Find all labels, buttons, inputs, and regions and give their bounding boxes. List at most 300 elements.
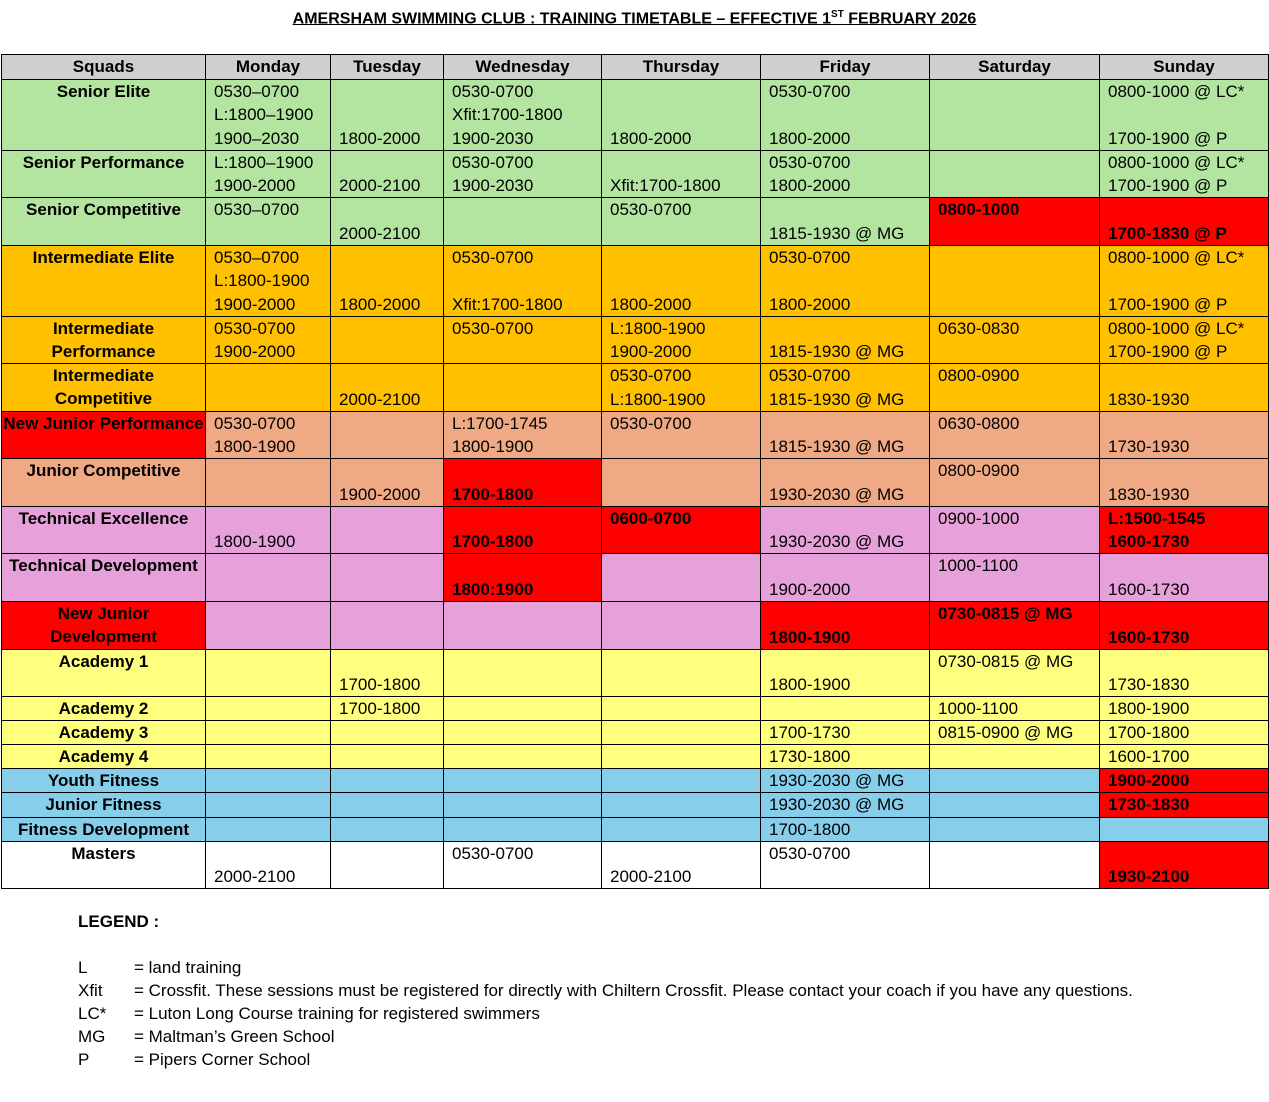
- session-time: [339, 269, 443, 292]
- session-time: [610, 578, 760, 601]
- squad-name: Senior Competitive: [2, 198, 206, 246]
- session-cell: [602, 745, 761, 769]
- session-time: [938, 769, 1099, 792]
- session-time: L:1800–1900: [214, 153, 314, 172]
- session-time: [1108, 554, 1268, 577]
- session-time: [214, 602, 330, 625]
- session-time: [938, 842, 1099, 865]
- squad-name: Youth Fitness: [2, 769, 206, 793]
- header-thursday: Thursday: [602, 55, 761, 80]
- squad-name: Intermediate Competitive: [2, 364, 206, 412]
- squad-name: Academy 4: [2, 745, 206, 769]
- table-row: [2, 650, 1269, 697]
- session-time: [1108, 459, 1268, 482]
- session-time: 1700-1800: [452, 532, 534, 551]
- session-time: 1730-1930: [1108, 437, 1190, 456]
- session-time: [610, 818, 760, 841]
- session-time: [938, 246, 1099, 269]
- session-time: 0530-0700: [452, 319, 534, 338]
- session-time: 0800-1000: [938, 200, 1020, 219]
- session-cell: [444, 246, 602, 317]
- session-time: [452, 673, 601, 696]
- session-time: [938, 865, 1099, 888]
- session-time: 2000-2100: [339, 176, 421, 195]
- header-monday: Monday: [206, 55, 331, 80]
- session-cell: [206, 80, 331, 151]
- session-time: [938, 104, 1099, 127]
- session-cell: [444, 650, 602, 697]
- session-time: [610, 103, 760, 126]
- session-time: [610, 80, 760, 103]
- session-time: [610, 842, 760, 865]
- session-time: [938, 818, 1099, 841]
- session-time: 0530-0700: [769, 844, 851, 863]
- session-time: 1800-2000: [769, 294, 851, 314]
- session-cell: [761, 317, 930, 364]
- session-time: 1800:1900: [452, 579, 534, 599]
- legend-item: [78, 1025, 1144, 1048]
- session-time: [214, 842, 330, 865]
- session-time: [769, 554, 929, 577]
- session-cell: [444, 721, 602, 745]
- session-cell: [761, 745, 930, 769]
- session-cell: [331, 246, 444, 317]
- session-cell: [331, 364, 444, 412]
- legend-key: Xfit: [78, 981, 103, 1000]
- legend-key: L: [78, 958, 88, 977]
- session-cell: [206, 650, 331, 697]
- session-cell: [930, 554, 1100, 602]
- header-saturday: Saturday: [930, 55, 1100, 80]
- session-time: [452, 459, 601, 482]
- session-time: 0530-0700: [610, 200, 692, 219]
- session-time: [1108, 412, 1268, 435]
- session-cell: [1100, 246, 1269, 317]
- session-cell: [1100, 793, 1269, 818]
- session-cell: [1100, 650, 1269, 697]
- squad-name: New Junior Performance: [2, 412, 206, 459]
- session-time: 1900–2030: [214, 128, 300, 148]
- session-cell: [761, 721, 930, 745]
- session-cell: [930, 246, 1100, 317]
- session-time: 1815-1930 @ MG: [769, 342, 905, 361]
- session-time: 1830-1930: [1108, 389, 1190, 409]
- session-time: [214, 364, 330, 387]
- session-cell: [761, 246, 930, 317]
- session-time: 1800-2000: [769, 176, 851, 195]
- session-time: [214, 721, 330, 744]
- session-time: [339, 793, 443, 816]
- session-time: [339, 842, 443, 865]
- session-time: [610, 459, 760, 482]
- session-cell: [331, 198, 444, 246]
- session-cell: [930, 459, 1100, 507]
- session-cell: [761, 554, 930, 602]
- session-time: [769, 697, 929, 720]
- session-time: [769, 650, 929, 673]
- session-cell: [444, 818, 602, 842]
- session-time: 1930-2030 @ MG: [769, 484, 905, 504]
- session-time: [610, 151, 760, 174]
- session-time: 1700-1800: [1108, 723, 1190, 742]
- session-cell: [930, 769, 1100, 793]
- session-time: 0815-0900 @ MG: [938, 723, 1074, 742]
- session-cell: [602, 317, 761, 364]
- session-cell: [331, 697, 444, 721]
- header-friday: Friday: [761, 55, 930, 80]
- session-time: [339, 246, 443, 269]
- session-cell: [761, 198, 930, 246]
- session-cell: [444, 198, 602, 246]
- session-cell: [602, 151, 761, 198]
- session-cell: [444, 793, 602, 818]
- session-cell: [1100, 459, 1269, 507]
- session-time: [339, 865, 443, 888]
- squad-name: Intermediate Elite: [2, 246, 206, 317]
- header-wednesday: Wednesday: [444, 55, 602, 80]
- session-cell: [206, 769, 331, 793]
- session-cell: [602, 507, 761, 554]
- session-cell: [930, 151, 1100, 198]
- legend-text: = Maltman’s Green School: [134, 1027, 335, 1046]
- session-cell: [930, 412, 1100, 459]
- session-time: [938, 673, 1099, 696]
- table-row: [2, 602, 1269, 650]
- squad-name: Technical Excellence: [2, 507, 206, 554]
- session-cell: [930, 198, 1100, 246]
- session-time: [610, 745, 760, 768]
- session-time: 0800-1000 @ LC*: [1108, 319, 1245, 338]
- legend-text: = land training: [134, 958, 242, 977]
- legend-key: P: [78, 1050, 90, 1069]
- session-cell: [761, 697, 930, 721]
- legend-item: [78, 1002, 1144, 1025]
- session-time: [214, 793, 330, 816]
- session-time: 1000-1100: [938, 556, 1019, 575]
- table-row: [2, 818, 1269, 842]
- session-time: 1815-1930 @ MG: [769, 223, 905, 243]
- table-row: [2, 793, 1269, 818]
- session-time: 0530-0700: [452, 153, 534, 172]
- session-time: [769, 317, 929, 340]
- session-time: 0530–0700: [214, 200, 300, 219]
- session-time: 0800-1000 @ LC*: [1108, 153, 1245, 172]
- session-cell: [930, 80, 1100, 151]
- session-time: [452, 222, 601, 245]
- session-cell: [206, 151, 331, 198]
- session-time: 0800-1000 @ LC*: [1108, 248, 1245, 267]
- session-time: [214, 745, 330, 768]
- table-row: [2, 459, 1269, 507]
- session-time: [938, 293, 1099, 316]
- session-time: [769, 412, 929, 435]
- session-time: [214, 697, 330, 720]
- session-time: 2000-2100: [339, 389, 421, 409]
- session-cell: [930, 697, 1100, 721]
- session-time: [610, 721, 760, 744]
- session-cell: [331, 459, 444, 507]
- session-cell: [1100, 769, 1269, 793]
- session-time: [610, 793, 760, 816]
- session-cell: [331, 818, 444, 842]
- table-row: [2, 364, 1269, 412]
- legend-item: [78, 979, 1144, 1002]
- session-time: [339, 80, 443, 103]
- session-time: [938, 793, 1099, 816]
- session-cell: [1100, 80, 1269, 151]
- session-time: [769, 865, 929, 888]
- table-row: [2, 507, 1269, 554]
- squad-name: Academy 1: [2, 650, 206, 697]
- session-cell: [1100, 818, 1269, 842]
- session-time: [452, 388, 601, 411]
- session-time: 0530-0700: [610, 414, 692, 433]
- session-time: [1108, 650, 1268, 673]
- session-time: [452, 507, 601, 530]
- page-title: AMERSHAM SWIMMING CLUB : TRAINING TIMETABLE – EFFECTIVE 1ST FEBRUARY 2026: [292, 9, 977, 28]
- session-time: [452, 865, 601, 888]
- session-cell: [331, 721, 444, 745]
- session-time: [452, 793, 601, 816]
- session-cell: [761, 602, 930, 650]
- session-time: 1700-1800: [339, 675, 421, 694]
- session-time: [452, 364, 601, 387]
- session-cell: [444, 317, 602, 364]
- session-cell: [930, 507, 1100, 554]
- session-time: 1600-1700: [1108, 747, 1190, 766]
- session-cell: [444, 364, 602, 412]
- session-cell: [206, 507, 331, 554]
- squad-name: New Junior Development: [2, 602, 206, 650]
- legend-title: LEGEND :: [78, 912, 160, 931]
- session-time: Xfit:1700-1800: [452, 105, 563, 125]
- session-time: 1800-2000: [769, 128, 851, 148]
- session-time: [452, 650, 601, 673]
- session-time: [1108, 842, 1268, 865]
- session-time: 0630-0830: [938, 319, 1020, 338]
- session-cell: [331, 650, 444, 697]
- session-time: [214, 507, 330, 530]
- legend-item: [78, 1048, 1144, 1071]
- session-cell: [761, 842, 930, 889]
- session-time: L:1800–1900: [214, 105, 314, 125]
- session-time: 1730-1830: [1108, 795, 1190, 814]
- session-time: L:1800-1900: [214, 271, 310, 291]
- session-time: [452, 818, 601, 841]
- session-time: [938, 388, 1099, 411]
- session-time: 1700-1900 @ P: [1108, 342, 1228, 361]
- session-time: [610, 697, 760, 720]
- session-time: 1730-1800: [769, 747, 851, 766]
- session-cell: [206, 793, 331, 818]
- table-row: [2, 246, 1269, 317]
- session-cell: [444, 80, 602, 151]
- session-cell: [331, 793, 444, 818]
- session-cell: [444, 697, 602, 721]
- squad-name: Senior Performance: [2, 151, 206, 198]
- session-time: [339, 554, 443, 577]
- session-time: [610, 626, 760, 649]
- session-time: [938, 483, 1099, 506]
- session-time: [214, 626, 330, 649]
- session-time: [938, 270, 1099, 293]
- session-time: 1930-2030 @ MG: [769, 771, 905, 790]
- session-cell: [206, 246, 331, 317]
- session-time: [339, 650, 443, 673]
- session-time: [1108, 818, 1268, 841]
- session-time: [214, 818, 330, 841]
- session-time: [769, 507, 929, 530]
- session-time: 1830-1930: [1108, 484, 1190, 504]
- squad-name: Technical Development: [2, 554, 206, 602]
- session-time: [938, 80, 1099, 103]
- session-time: [938, 530, 1099, 553]
- session-time: [610, 483, 760, 506]
- session-time: [1108, 602, 1268, 625]
- session-time: 1900-2000: [769, 579, 851, 599]
- session-cell: [331, 554, 444, 602]
- session-cell: [444, 602, 602, 650]
- session-cell: [602, 364, 761, 412]
- header-sunday: Sunday: [1100, 55, 1269, 80]
- session-time: [339, 412, 443, 435]
- session-time: [452, 602, 601, 625]
- session-time: 0600-0700: [610, 509, 692, 528]
- session-time: 0900-1000: [938, 509, 1020, 528]
- session-time: L:1800-1900: [610, 319, 706, 338]
- session-cell: [331, 317, 444, 364]
- session-time: 1800-2000: [339, 294, 421, 314]
- session-cell: [1100, 602, 1269, 650]
- session-cell: [1100, 317, 1269, 364]
- session-time: [938, 127, 1099, 150]
- session-time: [214, 483, 330, 506]
- session-time: [452, 340, 601, 363]
- session-time: 1700-1900 @ P: [1108, 128, 1228, 148]
- session-time: [214, 650, 330, 673]
- session-time: [610, 602, 760, 625]
- session-time: 1800-1900: [769, 627, 851, 647]
- session-cell: [761, 80, 930, 151]
- session-time: [610, 650, 760, 673]
- session-time: [610, 673, 760, 696]
- session-time: 1900-2000: [214, 294, 296, 314]
- session-time: Xfit:1700-1800: [610, 176, 721, 195]
- session-cell: [1100, 412, 1269, 459]
- session-cell: [602, 554, 761, 602]
- session-time: [610, 222, 760, 245]
- session-cell: [444, 412, 602, 459]
- legend: [78, 912, 1144, 1071]
- session-time: 0530–0700: [214, 82, 300, 101]
- session-cell: [206, 721, 331, 745]
- table-row: [2, 198, 1269, 246]
- session-time: 1800-1900: [769, 675, 851, 694]
- session-cell: [206, 697, 331, 721]
- session-cell: [761, 151, 930, 198]
- session-cell: [206, 554, 331, 602]
- session-time: 1700-1900 @ P: [1108, 176, 1228, 195]
- timetable: [1, 54, 1269, 889]
- session-time: [339, 198, 443, 221]
- squad-name: Senior Elite: [2, 80, 206, 151]
- session-cell: [930, 745, 1100, 769]
- table-row: [2, 151, 1269, 198]
- squad-name: Academy 2: [2, 697, 206, 721]
- session-time: 0530–0700: [214, 248, 300, 267]
- session-cell: [331, 769, 444, 793]
- session-time: [339, 507, 443, 530]
- session-time: [452, 626, 601, 649]
- session-cell: [1100, 364, 1269, 412]
- session-time: [214, 222, 330, 245]
- session-time: [339, 151, 443, 174]
- session-time: [938, 745, 1099, 768]
- session-cell: [1100, 697, 1269, 721]
- session-cell: [331, 745, 444, 769]
- session-time: [610, 554, 760, 577]
- session-cell: [930, 818, 1100, 842]
- session-cell: [761, 459, 930, 507]
- session-time: [339, 602, 443, 625]
- session-time: 0530-0700: [214, 319, 296, 338]
- session-time: [769, 270, 929, 293]
- session-time: 1930-2030 @ MG: [769, 795, 905, 814]
- session-time: L:1700-1745: [452, 414, 548, 433]
- session-time: [1108, 104, 1268, 127]
- session-time: 0630-0800: [938, 414, 1020, 433]
- session-time: [339, 769, 443, 792]
- session-cell: [602, 721, 761, 745]
- session-cell: [1100, 745, 1269, 769]
- session-cell: [206, 198, 331, 246]
- session-time: [610, 246, 760, 269]
- session-time: [769, 104, 929, 127]
- session-cell: [206, 818, 331, 842]
- session-time: 2000-2100: [339, 223, 421, 243]
- session-time: 1900-2000: [214, 176, 296, 195]
- session-time: [339, 340, 443, 363]
- session-time: 0800-0900: [938, 461, 1020, 480]
- session-time: 1800-1900: [452, 437, 534, 456]
- session-time: [339, 435, 443, 458]
- session-cell: [602, 459, 761, 507]
- session-time: 1815-1930 @ MG: [769, 437, 905, 456]
- session-time: 0530-0700: [610, 366, 692, 385]
- session-time: [938, 151, 1099, 174]
- session-time: [339, 103, 443, 126]
- session-time: 0530-0700: [769, 248, 851, 267]
- session-cell: [1100, 842, 1269, 889]
- session-cell: [1100, 198, 1269, 246]
- squad-name: Masters: [2, 842, 206, 889]
- session-time: 0530-0700: [769, 153, 851, 172]
- session-time: [938, 578, 1099, 601]
- session-time: 1700-1800: [769, 820, 851, 839]
- session-time: 1900-2030: [452, 176, 534, 195]
- session-time: [1108, 270, 1268, 293]
- session-time: 0730-0815 @ MG: [938, 652, 1074, 671]
- session-cell: [602, 697, 761, 721]
- session-cell: [602, 602, 761, 650]
- session-time: [610, 269, 760, 292]
- header-squads: Squads: [2, 55, 206, 80]
- session-time: 1800-2000: [339, 128, 421, 148]
- session-cell: [444, 842, 602, 889]
- session-cell: [331, 842, 444, 889]
- session-time: 1930-2100: [1108, 867, 1190, 886]
- legend-text: = Luton Long Course training for registered swimmers: [134, 1004, 540, 1023]
